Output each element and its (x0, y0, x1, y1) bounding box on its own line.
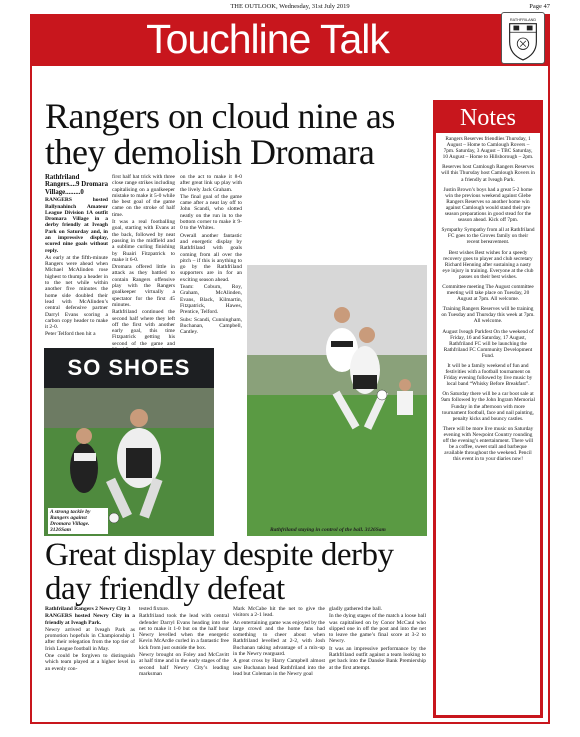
story1-team: Team: Coburn, Roy, Graham, McAlinden, Evans, Black, Kilmartin, Fitzpatrick, Hawes, Prentice, Telford. (180, 284, 242, 316)
story2-headline: Great display despite derby day friendly defeat (45, 537, 394, 607)
svg-text:RATHFRILAND: RATHFRILAND (509, 17, 537, 22)
story1-column-3 (180, 174, 242, 336)
story2-score-line: Rathfriland Rangers 2 Newry City 3 (45, 606, 131, 612)
story2-intro: RANGERS hosted Newry City in a friendly at Iveagh Park. (45, 613, 135, 626)
story1-paragraph: As early at the fifth-minute Rangers were ahead when Michael McAlinden rose highest to thump a header in to the net while within another five minutes the home side doubled their lead with McAlinden’s central defensive partner Darryl Evans scoring a carbon copy header to make it 2-0. (45, 254, 108, 331)
notes-item: Training Rangers Reserves will be training on Tuesday and Thursday this week at 7pm. All welcome. (441, 306, 535, 325)
story2-paragraph: Rathfriland took the lead with central defender Darryl Evans heading into the net to make it 1-0 but on the half hour Newry levelled when the energetic Kevin McArdle curled in a fantastic free kick from just outside the box. (139, 613, 229, 651)
story1-paragraph: Dromara offered little in attack as they battled to contain Rangers offensive play with the Rangers goalkeeper virtually a spectator for the first 45 minutes. (112, 264, 175, 308)
notes-item: There will be more live music on Saturday evening with Newpoint Country rounding off the evening’s entertainment. There will be a coffee, sweet stall and barbeque available throughout the weekend. Pencil this event in to your diaries now! (442, 425, 534, 463)
section-banner (30, 14, 550, 64)
story1-paragraph: Rathfriland continued the second half where they left off the first with another early goal, this time Fitzpatrick getting his second of the game and (112, 309, 175, 347)
club-crest-icon (501, 12, 545, 64)
story2-paragraph: It was an impressive performance by the Rathfriland outfit against a team looking to get back into the Danske Bank Premiership at the first attempt. (329, 645, 426, 671)
story2-column-1 (45, 606, 135, 718)
story1-paragraph: Overall another fantastic and energetic display by Rathfriland with goals coming from all over the pitch – if this is anything to go by the Rathfriland supporters are in for an exciting season ahead. (180, 232, 242, 283)
notes-item: August Iveagh Parkfest On the weekend of Friday, 16 and Saturday, 17 August, Rathfriland FC will be launching the Rathfriland FC Community Development Fund. (442, 328, 534, 359)
photo1-caption: A strong tackle by Rangers against Dromara Village. 3126Sam (48, 508, 108, 534)
story2-column-4 (329, 606, 426, 718)
story1-intro: RANGERS hosted Ballynahinch Amateur League Division 1A outfit Dromara Village in a derby friendly at Iveagh Park on Saturday and, in an impressive display, scored nine goals without reply. (45, 197, 108, 254)
story2-paragraph: Mark McCabe hit the net to give the visitors a 2-1 lead. (233, 606, 325, 619)
story1-paragraph: first half hat trick with three close range strikes including capitalising on a goalkeeper mistake to make it 5-0 while the best goal of the game came on the stroke of half time. (112, 174, 175, 218)
story1-column-1 (45, 174, 108, 339)
notes-item: Reserves host Camlough Rangers Reserves will this Thursday host Camlough Rovers in a friendly at Iveagh Park. (441, 164, 535, 183)
story2-paragraph: A great cross by Harry Campbell almost saw Buchanan head Rathfriland into the lead but Coleman in the Newry goal (233, 658, 325, 677)
notes-item: On Saturday there will be a car boot sale at 9am followed by the John Ingram Memorial Funday in the afternoon with more tournament football, face and nail painting, penalty kicks and bouncy castles. (441, 391, 535, 422)
notes-item: Justin Brown’s boys had a great 5-2 home win the previous weekend against Glebe Rangers Reserves so another home win against Camlough would stand their pre season preparations in good stead for the season ahead. Kick off 7pm. (443, 186, 533, 224)
story1-headline: Rangers on cloud nine as they demolish Dromara (45, 96, 395, 172)
story1-score-line: Rathfriland Rangers....9 Dromara Village.........0 (45, 174, 108, 196)
story2-paragraph: An entertaining game was enjoyed by the large crowd and the home fans had something to cheer about when Rathfriland levelled at 2-2, with Josh Buchanan taking advantage of a mix-up in the Newry rearguard. (233, 619, 325, 658)
story2-paragraph: In the dying stages of the match a loose ball was capitalised on by Conor McCaul who slipped one in off the post and into the net to leave the game’s final score at 3-2 to Newry. (329, 613, 426, 645)
notes-item: Rangers Reserves friendlies Thursday, 1 August – Home to Camlough Rovers – 7pm. Saturday, 3 August – TBC Saturday, 10 August – Home to Hillsborough – 2pm. (442, 136, 534, 161)
notes-sidebar (433, 100, 543, 718)
story2-paragraph: Newry brought on Foley and McCavitt at half time and in the early stages of the second half Newry City’s leading marksman (139, 652, 229, 677)
photo1-background-sign: SO SHOES (67, 355, 191, 380)
story2-paragraph: Newry arrived at Iveagh Park as promotion hopefuls in Championship 1 after their relegation from the top tier of Irish League football in May. (45, 626, 135, 652)
story1-paragraph: Peter Telford then hit a (45, 331, 96, 338)
notes-item: Sympathy Sympathy from all at Rathfriland FC goes to the Groves family on their recent bereavement. (441, 227, 535, 246)
story2-column-2 (139, 606, 229, 718)
story2-paragraph: One could be forgiven to distinguish which team played at a higher level in an evenly con- (45, 653, 135, 672)
notes-body (436, 133, 540, 469)
page-number: Page 47 (529, 3, 550, 10)
story2-column-3 (233, 606, 325, 718)
story1-paragraph: It was a real footballing goal, starting with Evans at the back, followed by neat passing in the midfield and a sublime curling finishing by Ruairi Fitzpatrick to make it 6-0. (112, 219, 175, 263)
notes-item: It will be a family weekend of fun and festivities with a football tournament on Friday evening followed by live music by local band “Whisky Before Breakfast”. (443, 363, 533, 388)
notes-item: Best wishes Best wishes for a speedy recovery goes to player and club secretary Richard Henning after sustaining a nasty eye injury in training. Everyone at the club passes on their best wishes. (442, 249, 534, 280)
notes-title: Notes (436, 103, 540, 133)
story1-column-2 (112, 174, 175, 347)
story2-paragraph: tested fixture. (139, 606, 170, 612)
story1-paragraph: on the act to make it 8-0 after great link up play with the lively Jack Graham. (180, 174, 242, 193)
story1-paragraph: The final goal of the game came after a neat lay off to John Scandi, who slotted neatly on the run in to the bottom corner to make it 9-0 to the Whites. (180, 193, 242, 232)
section-title: Touchline Talk (146, 16, 389, 62)
story2-paragraph: gladly gathered the ball. (329, 606, 383, 612)
paper-date: THE OUTLOOK, Wednesday, 31st July 2019 (230, 3, 350, 10)
page-header-strip (30, 3, 550, 13)
photo2-caption: Rathfriland staying in control of the ball. 3126Sam (270, 527, 386, 533)
notes-item: Committee meeting The August committee meeting will take place on Tuesday, 20 August at 7pm. All welcome. (442, 283, 534, 303)
story1-subs: Subs: Scandi, Cunningham, Buchanan, Campbell, Cantley. (180, 316, 242, 336)
match-photo-control (247, 265, 427, 536)
